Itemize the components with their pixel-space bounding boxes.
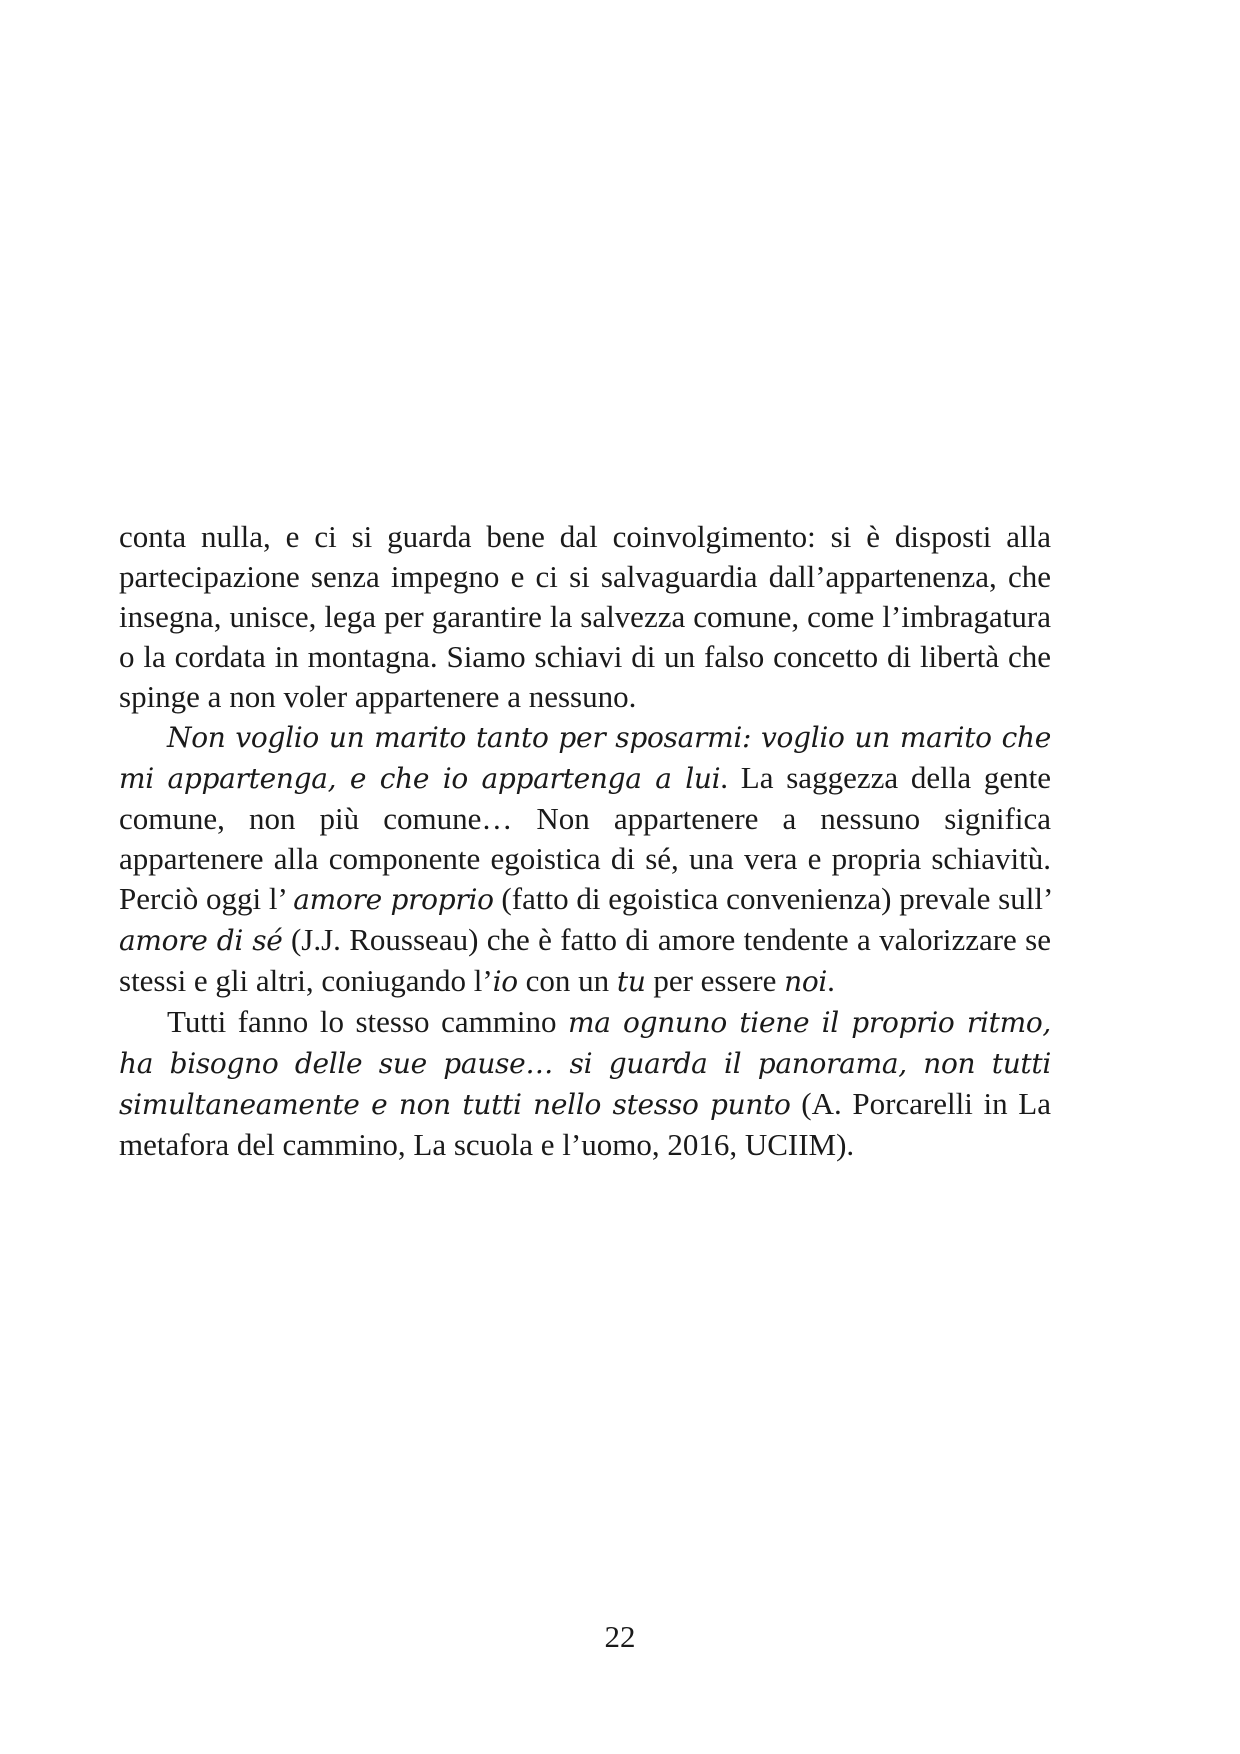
italic-term: tu bbox=[616, 965, 646, 998]
italic-term: io bbox=[492, 965, 518, 998]
text-run: con un bbox=[517, 963, 617, 998]
page-number: 22 bbox=[604, 1619, 636, 1654]
text-run: per essere bbox=[645, 963, 785, 998]
body-text bbox=[119, 517, 1051, 1165]
text-run: Tutti fanno lo stesso cammino bbox=[167, 1004, 568, 1039]
text-run: (fatto di egoistica convenienza) prevale sull’ bbox=[493, 881, 1051, 916]
text-run: (J.J. Rousseau) che è fatto di amore tendente a valorizzare se stessi e gli altri, coniugando l’ bbox=[119, 922, 1051, 998]
italic-term: noi bbox=[784, 965, 828, 998]
paragraph-1 bbox=[119, 517, 1051, 717]
paragraph-2 bbox=[119, 717, 1051, 1002]
italic-quote: ma ognuno tiene il proprio ritmo, ha bisogno delle sue pause… si guarda il panorama, non tutti simultaneamente e non tutti nello stesso punto bbox=[119, 1006, 1051, 1121]
text-run: conta nulla, e ci si guarda bene dal coinvolgimento: si è disposti alla partecipazione senza impegno e ci si salvaguardia dall’appartenenza, che insegna, unisce, lega per garantire la salvezza comune, come l’imbragatura o la cordata in montagna. Siamo schiavi di un falso concetto di libertà che spinge a non voler appartenere a nessuno. bbox=[119, 519, 1051, 714]
text-run: (A. Porcarelli in La metafora del cammino, La scuola e l’uomo, 2016, UCIIM). bbox=[119, 1086, 1051, 1162]
paragraph-3 bbox=[119, 1002, 1051, 1165]
italic-term: amore proprio bbox=[293, 883, 494, 916]
text-run: . bbox=[827, 963, 835, 998]
text-run: . La saggezza della gente comune, non più comune… Non appartenere a nessuno significa appartenere alla componente egoistica di sé, una vera e propria schiavitù. Perciò oggi l’ bbox=[119, 760, 1052, 916]
italic-quote: Non voglio un marito tanto per sposarmi: voglio un marito che mi appartenga, e che io appartenga a lui bbox=[119, 721, 1051, 795]
italic-term: amore di sé bbox=[119, 924, 283, 957]
